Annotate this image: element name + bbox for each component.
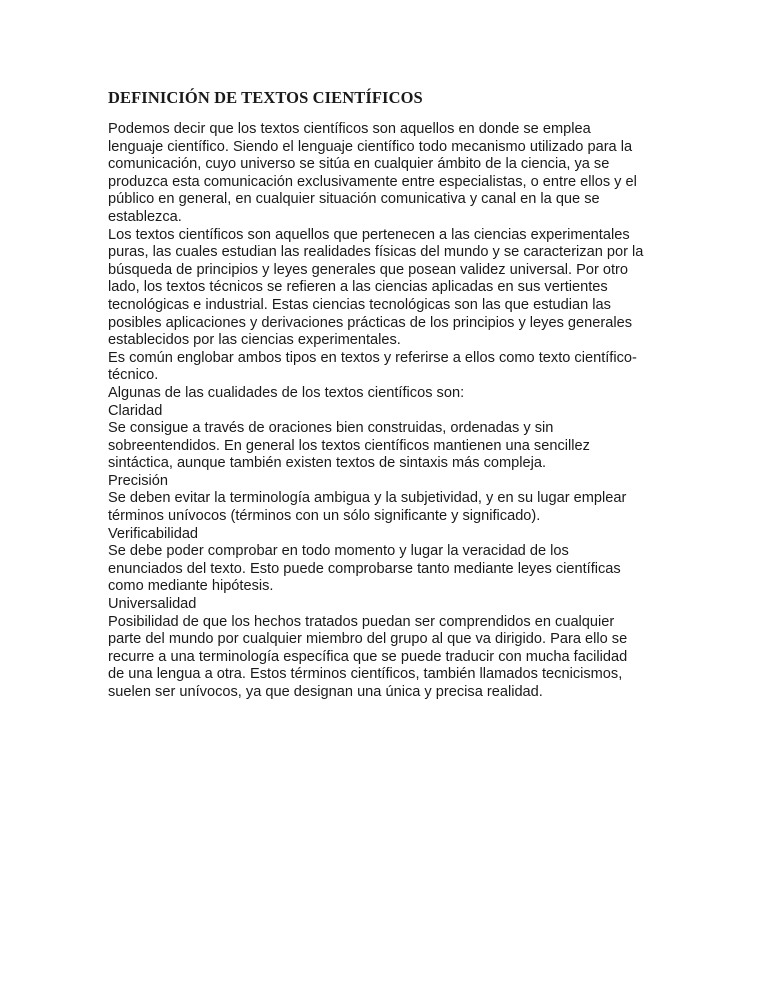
text-line: sobreentendidos. En general los textos científicos mantienen una sencillez: [108, 437, 590, 454]
document-title: DEFINICIÓN DE TEXTOS CIENTÍFICOS: [108, 88, 423, 107]
text-line: suelen ser unívocos, ya que designan una única y precisa realidad.: [108, 684, 543, 700]
text-line: Precisión: [108, 472, 169, 489]
text-line: establezca.: [108, 208, 182, 225]
text-line: Verificabilidad: [108, 525, 199, 542]
text-line: produzca esta comunicación exclusivamente entre especialistas, o entre ellos y el: [108, 173, 637, 190]
text-line: puras, las cuales estudian las realidades físicas del mundo y se caracterizan por la: [108, 244, 644, 261]
text-line: establecidos por las ciencias experimentales.: [108, 332, 401, 349]
text-line: sintáctica, aunque también existen textos de sintaxis más compleja.: [108, 455, 547, 472]
text-line: Posibilidad de que los hechos tratados puedan ser comprendidos en cualquier: [108, 613, 615, 630]
text-line: Es común englobar ambos tipos en textos y referirse a ellos como texto científico-: [108, 349, 637, 366]
text-line: Podemos decir que los textos científicos son aquellos en donde se emplea: [108, 121, 591, 137]
text-line: técnico.: [108, 367, 159, 384]
text-line: Se consigue a través de oraciones bien construidas, ordenadas y sin: [108, 420, 554, 437]
text-line: recurre a una terminología específica que se puede traducir con mucha facilidad: [108, 648, 628, 665]
text-line: parte del mundo por cualquier miembro del grupo al que va dirigido. Para ello se: [108, 631, 628, 648]
text-line: Se debe poder comprobar en todo momento y lugar la veracidad de los: [108, 543, 569, 560]
text-line: comunicación, cuyo universo se sitúa en cualquier ámbito de la ciencia, ya se: [108, 156, 610, 173]
text-line: tecnológicas e industrial. Estas ciencias tecnológicas son las que estudian las: [108, 296, 611, 313]
text-line: Algunas de las cualidades de los textos científicos son:: [108, 384, 465, 401]
text-line: público en general, en cualquier situación comunicativa y canal en la que se: [108, 191, 600, 208]
text-line: términos unívocos (términos con un sólo significante y significado).: [108, 508, 541, 525]
text-line: lenguaje científico. Siendo el lenguaje científico todo mecanismo utilizado para la: [108, 138, 633, 155]
text-line: enunciados del texto. Esto puede comprobarse tanto mediante leyes científicas: [108, 560, 621, 577]
text-line: Los textos científicos son aquellos que pertenecen a las ciencias experimentales: [108, 226, 630, 243]
document-body: [108, 121, 668, 702]
text-line: de una lengua a otra. Estos términos científicos, también llamados tecnicismos,: [108, 666, 623, 683]
document-content: [108, 88, 668, 702]
text-line: posibles aplicaciones y derivaciones prácticas de los principios y leyes generales: [108, 314, 633, 331]
text-line: Universalidad: [108, 596, 197, 613]
text-line: búsqueda de principios y leyes generales que posean validez universal. Por otro: [108, 261, 629, 278]
text-line: Claridad: [108, 402, 163, 419]
text-line: como mediante hipótesis.: [108, 578, 274, 595]
text-line: Se deben evitar la terminología ambigua y la subjetividad, y en su lugar emplear: [108, 490, 627, 507]
text-line: lado, los textos técnicos se refieren a las ciencias aplicadas en sus vertientes: [108, 279, 608, 296]
